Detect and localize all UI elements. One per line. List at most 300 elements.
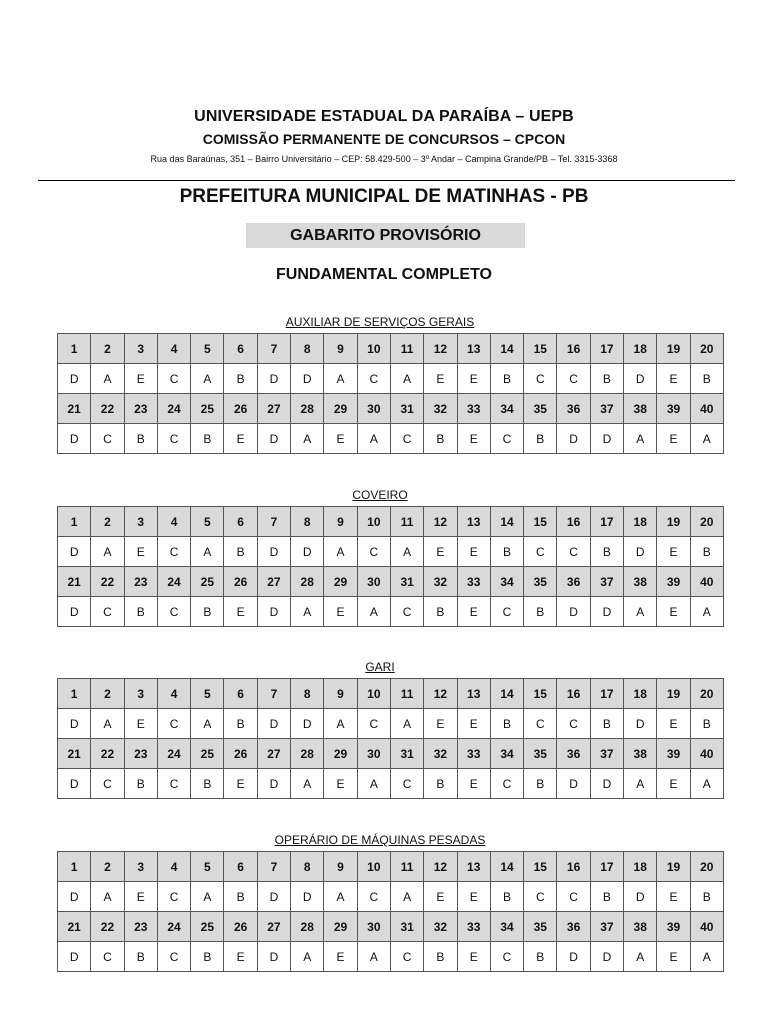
question-number: 13	[457, 679, 490, 709]
answer-cell: E	[324, 597, 357, 627]
section-coveiro	[57, 487, 714, 627]
answer-cell: C	[157, 597, 190, 627]
answer-cell: A	[624, 769, 657, 799]
question-number: 11	[390, 334, 423, 364]
answer-grid	[57, 851, 724, 972]
question-number: 32	[424, 394, 457, 424]
answer-cell: A	[291, 769, 324, 799]
answer-cell: A	[390, 709, 423, 739]
answer-cell: A	[324, 709, 357, 739]
question-number: 27	[257, 567, 290, 597]
answer-cell: A	[324, 537, 357, 567]
answer-cell: C	[357, 882, 390, 912]
question-number: 10	[357, 334, 390, 364]
answer-cell: C	[157, 709, 190, 739]
answer-cell: E	[457, 769, 490, 799]
answer-cell: B	[224, 537, 257, 567]
question-number: 16	[557, 852, 590, 882]
question-number: 31	[390, 394, 423, 424]
answer-cell: C	[557, 882, 590, 912]
question-number: 12	[424, 334, 457, 364]
question-number: 21	[58, 912, 91, 942]
answer-cell: C	[357, 537, 390, 567]
header-divider	[38, 180, 735, 181]
answer-cell: B	[224, 364, 257, 394]
answer-cell: C	[157, 424, 190, 454]
question-number: 35	[524, 912, 557, 942]
question-number: 1	[58, 852, 91, 882]
answer-cell: C	[490, 942, 523, 972]
question-number: 14	[490, 852, 523, 882]
answer-cell: E	[324, 424, 357, 454]
question-number: 24	[157, 567, 190, 597]
question-number: 5	[191, 679, 224, 709]
answer-cell: A	[91, 364, 124, 394]
answer-cell: C	[524, 709, 557, 739]
answer-cell: D	[58, 882, 91, 912]
answer-cell: B	[490, 364, 523, 394]
question-number-row	[58, 507, 724, 537]
question-number: 9	[324, 334, 357, 364]
answer-cell: B	[424, 424, 457, 454]
answer-cell: C	[157, 364, 190, 394]
question-number: 15	[524, 852, 557, 882]
question-number: 35	[524, 394, 557, 424]
answer-cell: E	[657, 769, 690, 799]
question-number: 14	[490, 334, 523, 364]
answer-cell: E	[424, 709, 457, 739]
answer-cell: A	[191, 882, 224, 912]
question-number: 6	[224, 679, 257, 709]
answer-cell: B	[191, 424, 224, 454]
question-number: 17	[590, 679, 623, 709]
question-number: 25	[191, 739, 224, 769]
question-number: 28	[291, 567, 324, 597]
answer-cell: E	[224, 942, 257, 972]
question-number: 23	[124, 394, 157, 424]
question-number: 26	[224, 567, 257, 597]
question-number: 17	[590, 334, 623, 364]
question-number: 7	[257, 852, 290, 882]
answer-cell: D	[58, 709, 91, 739]
question-number: 35	[524, 567, 557, 597]
answer-cell: C	[557, 364, 590, 394]
answer-cell: E	[457, 597, 490, 627]
answer-cell: B	[224, 709, 257, 739]
question-number: 22	[91, 567, 124, 597]
answer-cell: B	[191, 942, 224, 972]
question-number: 25	[191, 567, 224, 597]
question-number-row	[58, 912, 724, 942]
question-number: 4	[157, 679, 190, 709]
answer-cell: D	[257, 537, 290, 567]
section-title: OPERÁRIO DE MÁQUINAS PESADAS	[274, 833, 486, 847]
answer-cell: B	[590, 709, 623, 739]
answer-cell: E	[224, 769, 257, 799]
answer-cell: D	[557, 769, 590, 799]
question-number: 37	[590, 567, 623, 597]
question-number: 22	[91, 739, 124, 769]
answer-row	[58, 882, 724, 912]
answer-cell: C	[490, 424, 523, 454]
answer-cell: C	[390, 769, 423, 799]
question-number: 15	[524, 679, 557, 709]
answer-cell: C	[524, 537, 557, 567]
question-number: 2	[91, 679, 124, 709]
answer-cell: E	[124, 364, 157, 394]
answer-cell: D	[58, 537, 91, 567]
question-number: 31	[390, 567, 423, 597]
answer-row	[58, 537, 724, 567]
answer-cell: D	[557, 597, 590, 627]
answer-cell: A	[390, 364, 423, 394]
question-number: 7	[257, 507, 290, 537]
question-number: 37	[590, 394, 623, 424]
answer-cell: B	[590, 537, 623, 567]
question-number: 17	[590, 507, 623, 537]
answer-cell: B	[424, 942, 457, 972]
question-number: 15	[524, 507, 557, 537]
answer-row	[58, 597, 724, 627]
question-number: 3	[124, 679, 157, 709]
answer-cell: A	[91, 709, 124, 739]
question-number: 33	[457, 739, 490, 769]
question-number: 20	[690, 679, 723, 709]
answer-cell: B	[524, 769, 557, 799]
question-number-row	[58, 334, 724, 364]
question-number: 15	[524, 334, 557, 364]
question-number: 22	[91, 394, 124, 424]
answer-cell: D	[291, 364, 324, 394]
answer-row	[58, 942, 724, 972]
answer-cell: D	[58, 364, 91, 394]
question-number: 3	[124, 507, 157, 537]
question-number: 20	[690, 507, 723, 537]
question-number: 9	[324, 507, 357, 537]
answer-cell: C	[524, 364, 557, 394]
question-number: 23	[124, 912, 157, 942]
question-number: 30	[357, 912, 390, 942]
question-number: 16	[557, 679, 590, 709]
question-number: 33	[457, 567, 490, 597]
question-number: 18	[624, 507, 657, 537]
question-number: 21	[58, 739, 91, 769]
question-number: 33	[457, 394, 490, 424]
question-number: 36	[557, 567, 590, 597]
section-auxiliar-servicos-gerais	[57, 314, 714, 454]
answer-cell: D	[257, 364, 290, 394]
answer-cell: E	[457, 364, 490, 394]
question-number: 26	[224, 739, 257, 769]
answer-cell: D	[257, 942, 290, 972]
question-number: 40	[690, 567, 723, 597]
question-number: 19	[657, 507, 690, 537]
question-number: 4	[157, 852, 190, 882]
question-number: 36	[557, 394, 590, 424]
question-number: 10	[357, 852, 390, 882]
answer-cell: D	[58, 769, 91, 799]
answer-cell: B	[424, 769, 457, 799]
question-number: 12	[424, 852, 457, 882]
question-number: 21	[58, 394, 91, 424]
answer-cell: B	[524, 424, 557, 454]
answer-cell: B	[524, 942, 557, 972]
answer-cell: B	[690, 364, 723, 394]
answer-row	[58, 364, 724, 394]
question-number: 4	[157, 507, 190, 537]
question-number: 28	[291, 739, 324, 769]
question-number: 27	[257, 739, 290, 769]
question-number: 14	[490, 679, 523, 709]
answer-grid	[57, 506, 724, 627]
question-number: 10	[357, 507, 390, 537]
answer-cell: D	[291, 709, 324, 739]
question-number: 8	[291, 507, 324, 537]
question-number: 32	[424, 912, 457, 942]
question-number: 1	[58, 679, 91, 709]
answer-cell: A	[690, 942, 723, 972]
answer-cell: B	[690, 537, 723, 567]
answer-grid	[57, 333, 724, 454]
answer-cell: D	[590, 424, 623, 454]
answer-cell: B	[191, 597, 224, 627]
answer-cell: B	[690, 882, 723, 912]
question-number: 31	[390, 912, 423, 942]
answer-cell: E	[224, 424, 257, 454]
answer-cell: A	[191, 364, 224, 394]
answer-cell: A	[191, 537, 224, 567]
answer-cell: E	[657, 942, 690, 972]
question-number: 36	[557, 739, 590, 769]
question-number: 39	[657, 394, 690, 424]
question-number: 29	[324, 912, 357, 942]
answer-cell: E	[657, 597, 690, 627]
question-number: 6	[224, 507, 257, 537]
answer-cell: B	[524, 597, 557, 627]
answer-cell: C	[91, 769, 124, 799]
answer-cell: C	[357, 709, 390, 739]
question-number: 19	[657, 852, 690, 882]
answer-cell: D	[58, 597, 91, 627]
question-number: 30	[357, 739, 390, 769]
answer-cell: C	[357, 364, 390, 394]
answer-cell: E	[324, 942, 357, 972]
answer-cell: C	[524, 882, 557, 912]
question-number: 36	[557, 912, 590, 942]
question-number: 24	[157, 739, 190, 769]
question-number: 5	[191, 507, 224, 537]
question-number: 34	[490, 739, 523, 769]
question-number: 1	[58, 334, 91, 364]
question-number: 13	[457, 507, 490, 537]
question-number: 3	[124, 852, 157, 882]
question-number: 29	[324, 739, 357, 769]
question-number: 16	[557, 334, 590, 364]
answer-cell: A	[624, 942, 657, 972]
answer-cell: D	[590, 769, 623, 799]
section-operario-maquinas-pesadas	[57, 832, 714, 972]
question-number: 12	[424, 679, 457, 709]
answer-cell: E	[124, 537, 157, 567]
question-number: 19	[657, 679, 690, 709]
question-number: 26	[224, 394, 257, 424]
answer-cell: B	[124, 942, 157, 972]
answer-cell: A	[690, 424, 723, 454]
question-number: 28	[291, 912, 324, 942]
answer-row	[58, 424, 724, 454]
question-number: 2	[91, 852, 124, 882]
answer-cell: B	[490, 882, 523, 912]
answer-cell: C	[91, 424, 124, 454]
question-number: 33	[457, 912, 490, 942]
question-number: 38	[624, 394, 657, 424]
answer-cell: D	[257, 424, 290, 454]
answer-cell: E	[657, 882, 690, 912]
question-number: 22	[91, 912, 124, 942]
answer-cell: D	[624, 882, 657, 912]
question-number: 39	[657, 567, 690, 597]
answer-cell: E	[124, 709, 157, 739]
question-number: 21	[58, 567, 91, 597]
question-number: 32	[424, 739, 457, 769]
answer-cell: B	[590, 364, 623, 394]
question-number: 38	[624, 739, 657, 769]
document-header	[0, 106, 768, 165]
answer-cell: B	[690, 709, 723, 739]
answer-cell: E	[457, 709, 490, 739]
answer-cell: D	[257, 709, 290, 739]
question-number: 18	[624, 852, 657, 882]
answer-cell: D	[257, 769, 290, 799]
answer-cell: E	[457, 882, 490, 912]
question-number: 38	[624, 912, 657, 942]
question-number: 38	[624, 567, 657, 597]
answer-cell: C	[157, 769, 190, 799]
answer-cell: D	[257, 882, 290, 912]
answer-cell: A	[291, 597, 324, 627]
question-number: 11	[390, 507, 423, 537]
question-number: 20	[690, 334, 723, 364]
question-number: 20	[690, 852, 723, 882]
commission-name: COMISSÃO PERMANENTE DE CONCURSOS – CPCON	[202, 131, 566, 147]
question-number: 23	[124, 567, 157, 597]
question-number: 24	[157, 912, 190, 942]
question-number: 12	[424, 507, 457, 537]
question-number: 34	[490, 567, 523, 597]
question-number: 6	[224, 334, 257, 364]
question-number: 18	[624, 679, 657, 709]
question-number: 39	[657, 739, 690, 769]
answer-cell: E	[124, 882, 157, 912]
question-number: 23	[124, 739, 157, 769]
answer-cell: A	[357, 424, 390, 454]
answer-cell: C	[490, 597, 523, 627]
question-number: 32	[424, 567, 457, 597]
question-number: 35	[524, 739, 557, 769]
answer-cell: E	[457, 942, 490, 972]
question-number: 30	[357, 567, 390, 597]
answer-cell: D	[557, 424, 590, 454]
question-number: 8	[291, 852, 324, 882]
question-number: 8	[291, 679, 324, 709]
question-number: 7	[257, 679, 290, 709]
answer-cell: E	[657, 424, 690, 454]
answer-cell: D	[58, 942, 91, 972]
answer-cell: E	[424, 364, 457, 394]
question-number-row	[58, 739, 724, 769]
answer-cell: A	[357, 942, 390, 972]
answer-cell: A	[324, 882, 357, 912]
answer-cell: C	[91, 942, 124, 972]
answer-cell: D	[624, 709, 657, 739]
answer-cell: E	[324, 769, 357, 799]
question-number: 10	[357, 679, 390, 709]
answer-cell: B	[490, 709, 523, 739]
answer-cell: E	[424, 882, 457, 912]
answer-cell: D	[624, 537, 657, 567]
question-number: 29	[324, 567, 357, 597]
question-number: 17	[590, 852, 623, 882]
question-number: 4	[157, 334, 190, 364]
answer-cell: D	[590, 942, 623, 972]
section-gari	[57, 659, 714, 799]
question-number: 14	[490, 507, 523, 537]
answer-cell: D	[291, 537, 324, 567]
question-number: 25	[191, 394, 224, 424]
section-title: COVEIRO	[352, 488, 408, 502]
answer-cell: E	[457, 537, 490, 567]
answer-cell: B	[490, 537, 523, 567]
answer-cell: D	[590, 597, 623, 627]
answer-cell: A	[191, 709, 224, 739]
answer-cell: C	[557, 537, 590, 567]
section-title: AUXILIAR DE SERVIÇOS GERAIS	[285, 315, 475, 329]
question-number: 13	[457, 852, 490, 882]
answer-cell: B	[124, 424, 157, 454]
answer-cell: A	[357, 597, 390, 627]
answer-cell: B	[124, 597, 157, 627]
answer-cell: A	[624, 424, 657, 454]
answer-cell: C	[157, 537, 190, 567]
question-number: 6	[224, 852, 257, 882]
answer-cell: C	[91, 597, 124, 627]
question-number: 3	[124, 334, 157, 364]
answer-cell: A	[91, 537, 124, 567]
question-number: 7	[257, 334, 290, 364]
answer-cell: E	[657, 709, 690, 739]
answer-cell: A	[357, 769, 390, 799]
question-number: 9	[324, 679, 357, 709]
answer-cell: D	[58, 424, 91, 454]
question-number: 13	[457, 334, 490, 364]
question-number-row	[58, 852, 724, 882]
question-number: 27	[257, 394, 290, 424]
question-number: 30	[357, 394, 390, 424]
answer-cell: D	[557, 942, 590, 972]
question-number: 18	[624, 334, 657, 364]
answer-cell: E	[424, 537, 457, 567]
answer-cell: B	[124, 769, 157, 799]
question-number: 11	[390, 679, 423, 709]
answer-cell: A	[390, 537, 423, 567]
question-number: 37	[590, 912, 623, 942]
university-name: UNIVERSIDADE ESTADUAL DA PARAÍBA – UEPB	[194, 108, 574, 125]
question-number: 25	[191, 912, 224, 942]
answer-cell: B	[424, 597, 457, 627]
answer-cell: C	[390, 597, 423, 627]
answer-cell: A	[390, 882, 423, 912]
question-number-row	[58, 394, 724, 424]
